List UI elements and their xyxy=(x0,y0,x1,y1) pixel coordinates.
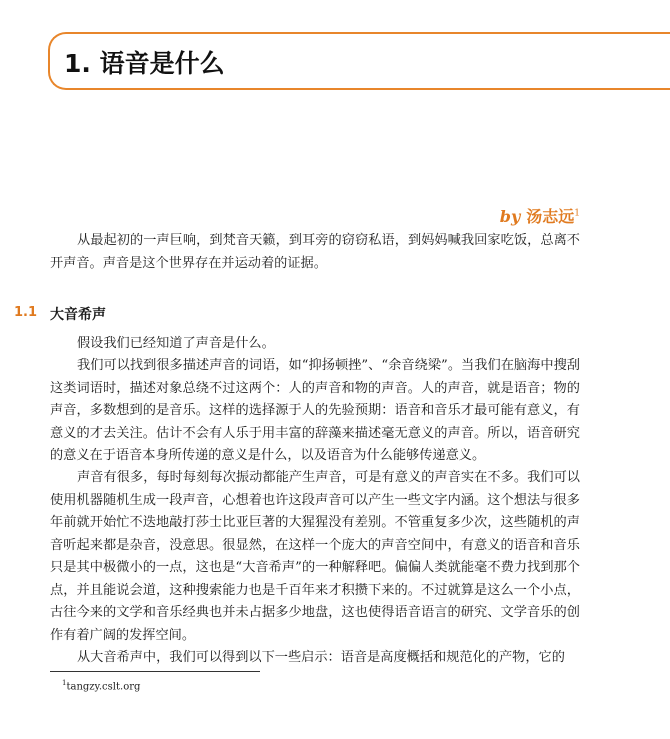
byline-author: 汤志远 xyxy=(526,207,575,226)
chapter-title: 1. 语音是什么 xyxy=(64,49,225,78)
intro-paragraph: 从最起初的一声巨响，到梵音天籁，到耳旁的窃窃私语，到妈妈喊我回家吃饭，总离不开声音。声音是这个世界存在并运动着的证据。 xyxy=(50,233,580,271)
byline-footnote-mark[interactable]: 1 xyxy=(574,208,580,219)
section-paragraph-4: 从大音希声中，我们可以得到以下一些启示：语音是高度概括和规范化的产物，它的 xyxy=(77,650,565,665)
footnote-mark: 1 xyxy=(62,679,67,687)
section-title: 大音希声 xyxy=(50,307,106,323)
byline-by: by xyxy=(499,207,521,226)
section-paragraph-1: 假设我们已经知道了声音是什么。 xyxy=(77,336,275,351)
footnote-divider xyxy=(50,671,260,672)
byline xyxy=(500,204,580,227)
section-number: 1.1 xyxy=(14,305,38,320)
section-paragraph-2: 我们可以找到很多描述声音的词语，如“抑扬顿挫”、“余音绕梁”。当我们在脑海中搜刮这类词语时，描述对象总绕不过这两个：人的声音和物的声音。人的声音，就是语音；物的声音，多数想到的是音乐。这样的选择源于人的先验预期：语音和音乐才最可能有意义，有意义的才去关注。估计不会有人乐于用丰富的辞藻来描述毫无意义的声音。所以，语音研究的意义在于语音本身所传递的意义是什么，以及语音为什么能够传递意义。 xyxy=(50,358,580,463)
section-paragraph-3: 声音有很多，每时每刻每次振动都能产生声音，可是有意义的声音实在不多。我们可以使用机器随机生成一段声音，心想着也许这段声音可以产生一些文字内涵。这个想法与很多年前就开始忙不迭地敲打莎士比亚巨著的大猩猩没有差别。不管重复多少次，这些随机的声音听起来都是杂音，没意思。很显然，在这样一个庞大的声音空间中，有意义的语音和音乐只是其中极微小的一点，这也是“大音希声”的一种解释吧。偏偏人类就能毫不费力找到那个点，并且能说会道，这种搜索能力也是千百年来才积攒下来的。不过就算是这么一个小点，古往今来的文学和音乐经典也并未占据多少地盘，这也使得语音语言的研究、文学音乐的创作有着广阔的发挥空间。 xyxy=(50,470,580,643)
footnote-link[interactable]: tangzy.cslt.org xyxy=(66,681,141,693)
footnote xyxy=(62,679,140,692)
